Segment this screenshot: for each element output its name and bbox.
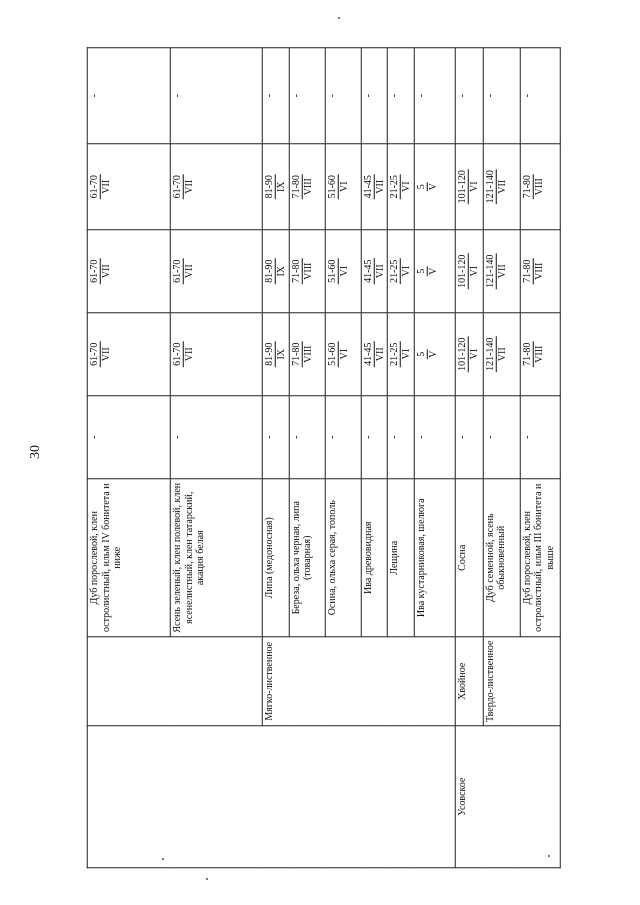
species-cell: Лещина — [387, 478, 414, 636]
species-cell: Дуб семенной, ясень обыкновенный — [482, 478, 519, 636]
age-cell: 21-25 VI — [387, 229, 414, 312]
table-row — [454, 47, 482, 867]
dash-cell: - — [387, 395, 414, 478]
age-cell: 61-70 VII — [87, 143, 170, 229]
age-cell: 41-45 VII — [360, 229, 387, 312]
age-cell: 71-80 VIII — [288, 143, 324, 229]
page-number: 30 — [28, 445, 43, 459]
table-row — [87, 47, 170, 867]
age-cell: 71-80 VIII — [288, 229, 324, 312]
species-cell: Осина, ольха серая, тополь — [324, 478, 360, 636]
age-cell: 101-120 VI — [454, 312, 482, 395]
dash-cell: - — [262, 395, 289, 478]
group-cell: Хвойное — [454, 636, 482, 725]
forest-age-table — [86, 47, 560, 868]
species-cell: Ясень зеленый, клен полевой, клен ясенелистный, клен татарский, акация белая — [170, 478, 262, 636]
species-cell: Дуб порослевой, клен остролистный, ильм III бонитета и выше — [519, 478, 559, 636]
dash-cell: - — [482, 395, 519, 478]
age-cell: 61-70 VII — [87, 312, 170, 395]
dash-cell: - — [288, 47, 324, 143]
scan-speck — [162, 858, 164, 860]
age-cell: 121-140 VII — [482, 312, 519, 395]
age-cell: 81-90 IX — [262, 312, 289, 395]
dash-cell: - — [262, 47, 289, 143]
dash-cell: - — [360, 395, 387, 478]
age-cell: 71-80 VIII — [288, 312, 324, 395]
dash-cell: - — [170, 395, 262, 478]
age-cell: 5 V — [413, 143, 454, 229]
species-cell: Береза, ольха черная, липа (товарная) — [288, 478, 324, 636]
age-cell: 21-25 VI — [387, 312, 414, 395]
scan-speck — [338, 17, 340, 19]
rotated-table-wrapper — [90, 43, 555, 863]
section-cell — [87, 725, 455, 867]
group-cell: Мягко-лиственное — [262, 636, 455, 725]
age-cell: 5 V — [413, 229, 454, 312]
age-cell: 81-90 IX — [262, 229, 289, 312]
dash-cell: - — [413, 47, 454, 143]
dash-cell: - — [454, 47, 482, 143]
dash-cell: - — [324, 395, 360, 478]
dash-cell: - — [288, 395, 324, 478]
age-cell: 5 V — [413, 312, 454, 395]
dash-cell: - — [360, 47, 387, 143]
age-cell: 71-80 VIII — [519, 229, 559, 312]
group-cell — [87, 636, 262, 725]
species-cell: Ива кустарниковая, шелюга — [413, 478, 454, 636]
age-cell: 41-45 VII — [360, 143, 387, 229]
dash-cell: - — [170, 47, 262, 143]
dash-cell: - — [324, 47, 360, 143]
dash-cell: - — [482, 47, 519, 143]
species-cell: Липа (медоносная) — [262, 478, 289, 636]
scan-speck — [548, 855, 550, 857]
age-cell: 71-80 VIII — [519, 143, 559, 229]
dash-cell: - — [454, 395, 482, 478]
dash-cell: - — [87, 395, 170, 478]
age-cell: 101-120 VI — [454, 229, 482, 312]
scan-speck — [206, 878, 208, 880]
age-cell: 61-70 VII — [170, 143, 262, 229]
dash-cell: - — [519, 395, 559, 478]
species-cell: Сосна — [454, 478, 482, 636]
dash-cell: - — [413, 395, 454, 478]
age-cell: 81-90 IX — [262, 143, 289, 229]
species-cell: Ива древовидная — [360, 478, 387, 636]
dash-cell: - — [519, 47, 559, 143]
section-cell: Усовское — [454, 725, 559, 867]
age-cell: 51-60 VI — [324, 229, 360, 312]
age-cell: 51-60 VI — [324, 143, 360, 229]
age-cell: 41-45 VII — [360, 312, 387, 395]
age-cell: 101-120 VI — [454, 143, 482, 229]
age-cell: 121-140 VII — [482, 229, 519, 312]
group-cell: Твердо-лиственное — [482, 636, 559, 725]
age-cell: 121-140 VII — [482, 143, 519, 229]
dash-cell: - — [387, 47, 414, 143]
dash-cell: - — [87, 47, 170, 143]
age-cell: 71-80 VIII — [519, 312, 559, 395]
species-cell: Дуб порослевой, клен остролистный, ильм IV бонитета и ниже — [87, 478, 170, 636]
age-cell: 61-70 VII — [170, 312, 262, 395]
age-cell: 61-70 VII — [170, 229, 262, 312]
age-cell: 21-25 VI — [387, 143, 414, 229]
age-cell: 61-70 VII — [87, 229, 170, 312]
age-cell: 51-60 VI — [324, 312, 360, 395]
